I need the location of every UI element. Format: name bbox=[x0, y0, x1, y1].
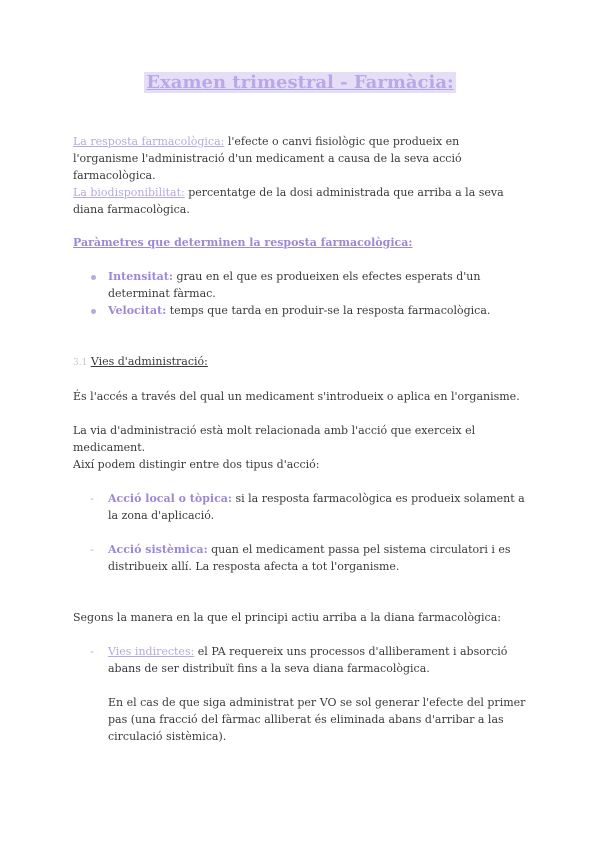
term-response: La resposta farmacològica: bbox=[73, 135, 225, 148]
list-item-systemic-action bbox=[108, 541, 528, 575]
dash-bullet-icon: - bbox=[90, 543, 94, 556]
bullet-dot-icon bbox=[91, 275, 96, 280]
dash-bullet-icon: - bbox=[90, 492, 94, 505]
definition-bioavailability-text: percentatge de la dosi administrada que arriba a la seva diana farmacològica. bbox=[73, 186, 504, 216]
dash-bullet-icon: - bbox=[90, 645, 94, 658]
params-heading bbox=[73, 234, 523, 251]
term-local-action: Acció local o tòpica: bbox=[108, 492, 232, 505]
definition-response bbox=[73, 133, 523, 184]
systemic-action-text: quan el medicament passa pel sistema circulatori i es distribueix allí. La resposta afecta a tot l'organisme. bbox=[108, 543, 511, 573]
section-heading bbox=[73, 353, 523, 372]
definition-bioavailability bbox=[73, 184, 523, 218]
paragraph-access: És l'accés a través del qual un medicament s'introdueix o aplica en l'organisme. bbox=[73, 390, 520, 403]
list-item-indirect-routes bbox=[108, 643, 528, 677]
page-title-container bbox=[0, 72, 600, 93]
params-heading-text: Paràmetres que determinen la resposta farmacològica: bbox=[73, 236, 413, 249]
paragraph-route: La via d'administració està molt relacionada amb l'acció que exerceix el medicament. bbox=[73, 424, 476, 454]
term-indirect-routes: Vies indirectes: bbox=[108, 645, 195, 658]
page-title: Examen trimestral - Farmàcia: bbox=[146, 72, 454, 93]
term-velocity: Velocitat: bbox=[108, 304, 167, 317]
term-systemic-action: Acció sistèmica: bbox=[108, 543, 208, 556]
indirect-routes-text: el PA requereix uns processos d'alliberament i absorció abans de ser distribuït fins a la seva diana farmacològica. bbox=[108, 645, 508, 675]
paragraph-two-types: Així podem distingir entre dos tipus d'acció: bbox=[73, 458, 320, 471]
velocity-text: temps que tarda en produir-se la resposta farmacològica. bbox=[166, 304, 491, 317]
paragraph-first-pass: En el cas de que siga administrat per VO se sol generar l'efecte del primer pas (una fracció del fàrmac alliberat és eliminada abans d'arribar a las circulació sistèmica). bbox=[108, 696, 526, 743]
definition-response-text: l'efecte o canvi fisiològic que produeix en l'organisme l'administració d'un medicament a causa de la seva acció farmacològica. bbox=[73, 135, 462, 182]
list-item-velocity bbox=[108, 302, 518, 319]
local-action-text: si la resposta farmacològica es produeix solament a la zona d'aplicació. bbox=[108, 492, 525, 522]
section-number: 3.1 bbox=[73, 358, 88, 368]
list-item-intensity bbox=[108, 268, 518, 302]
section-heading-text: Vies d'administració: bbox=[90, 355, 208, 368]
list-item-local-action bbox=[108, 490, 528, 524]
bullet-dot-icon bbox=[91, 309, 96, 314]
term-intensity: Intensitat: bbox=[108, 270, 173, 283]
intensity-text: grau en el que es produeixen els efectes esperats d'un determinat fàrmac. bbox=[108, 270, 481, 300]
term-bioavailability: La biodisponibilitat: bbox=[73, 186, 185, 199]
paragraph-manner: Segons la manera en la que el principi actiu arriba a la diana farmacològica: bbox=[73, 611, 501, 624]
